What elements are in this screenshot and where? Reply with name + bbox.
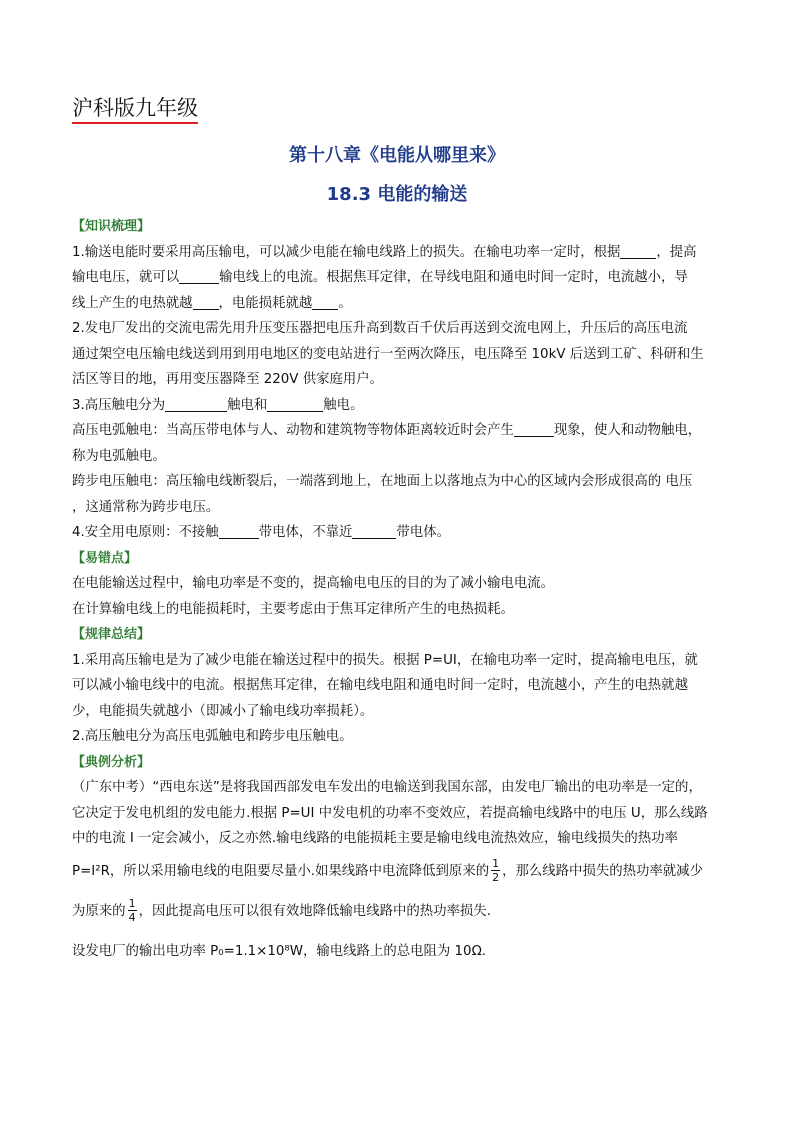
fraction-one-quarter [128, 897, 137, 924]
text: P=I²R，所以采用输电线的电阻要尽量小.如果线路中电流降低到原来的 [72, 863, 490, 879]
fill-blank [179, 268, 219, 284]
text: ，那么线路中损失的热功率就减少 [502, 863, 703, 879]
knowledge-line-6: 活区等目的地，再用变压器降至 220V 供家庭用户。 [72, 372, 384, 387]
text: 线上产生的电热就越 [72, 295, 193, 311]
error-line-2: 在计算输电线上的电能损耗时，主要考虑由于焦耳定律所产生的电热损耗。 [72, 601, 514, 617]
summary-line-1: 1.采用高压输电是为了减少电能在输送过程中的损失。根据 P=UI，在输电功率一定时，提高输电电压，就 [72, 652, 698, 668]
knowledge-line-7 [72, 393, 724, 419]
fill-blank [352, 523, 396, 539]
fraction-denominator: 4 [128, 911, 136, 924]
fraction-numerator: 1 [492, 857, 500, 870]
text: 为原来的 [72, 903, 126, 919]
text: ，提高 [656, 244, 697, 260]
text: 3.高压触电分为 [72, 397, 166, 413]
knowledge-line-12 [72, 520, 724, 546]
document-body [72, 214, 724, 972]
section-title: 18.3 电能的输送 [326, 184, 468, 205]
knowledge-line-4: 2.发电厂发出的交流电需先用升压变压器把电压升高到数百千伏后再送到交流电网上，升压后的高压电流 [72, 321, 688, 336]
example-line-4 [72, 852, 724, 892]
text: ，因此提高电压可以很有效地降低输电线路中的热功率损失. [138, 903, 491, 919]
knowledge-line-9: 称为电弧触电。 [72, 448, 166, 464]
fill-blank [267, 396, 323, 412]
text: 高压电弧触电：当高压带电体与人、动物和建筑物等物体距离较近时会产生 [72, 423, 514, 438]
text: 触电和 [227, 397, 268, 413]
fraction-numerator: 1 [128, 897, 136, 910]
knowledge-line-5: 通过架空电压输电线送到用到用电地区的变电站进行一至两次降压，电压降至 10kV 后送到工矿、科研和生 [72, 346, 704, 362]
knowledge-line-11: ，这通常称为跨步电压。 [72, 499, 220, 515]
text: 。 [338, 295, 352, 311]
summary-line-4: 2.高压触电分为高压电弧触电和跨步电压触电。 [72, 729, 353, 744]
example-line-2: 它决定于发电机组的发电能力.根据 P=UI 中发电机的功率不变效应，若提高输电线路中的电压 U，那么线路 [72, 805, 708, 821]
fill-blank [312, 294, 338, 310]
summary-line-3: 少，电能损失就越小（即减小了输电线功率损耗）。 [72, 703, 374, 719]
text: 带电体。 [396, 525, 450, 540]
section-heading-knowledge: 【知识梳理】 [72, 219, 151, 234]
example-line-6: 设发电厂的输出电功率 P₀=1.1×10⁸W，输电线路上的总电阻为 10Ω. [72, 943, 487, 959]
summary-line-2: 可以减小输电线中的电流。根据焦耳定律，在输电线电阻和通电时间一定时，电流越小，产生的电热就越 [72, 678, 688, 693]
text: ，电能损耗就越 [218, 295, 313, 311]
error-line-1: 在电能输送过程中，输电功率是不变的，提高输电电压的目的为了减小输电电流。 [72, 576, 555, 591]
grade-label: 沪科版九年级 [72, 96, 198, 124]
chapter-title: 第十八章《电能从哪里来》 [289, 145, 505, 166]
knowledge-line-8 [72, 418, 724, 444]
knowledge-line-2 [72, 265, 724, 291]
knowledge-line-3 [72, 291, 724, 317]
text: 带电体，不靠近 [258, 525, 353, 540]
fraction-one-half [491, 857, 500, 884]
fill-blank [193, 294, 219, 310]
example-line-3: 中的电流 I 一定会减小，反之亦然.输电线路的电能损耗主要是输电线电流热效应，输电线损失的热功率 [72, 831, 678, 846]
example-line-1: （广东中考）“西电东送”是将我国西部发电车发出的电输送到我国东部，由发电厂输出的电功率是一定的， [72, 780, 702, 795]
text: 现象，使人和动物触电， [553, 423, 702, 438]
text: 1.输送电能时要采用高压输电，可以减少电能在输电线路上的损失。在输电功率一定时，根据 [72, 244, 621, 260]
fill-blank [514, 421, 554, 437]
text: 输电线上的电流。根据焦耳定律，在导线电阻和通电时间一定时，电流越小，导 [219, 270, 688, 285]
text: 触电。 [323, 397, 364, 413]
text: 4.安全用电原则：不接触 [72, 525, 219, 540]
fill-blank [620, 243, 656, 259]
example-line-5 [72, 892, 724, 932]
fraction-denominator: 2 [492, 871, 500, 884]
fill-blank [219, 523, 259, 539]
fill-blank [165, 396, 227, 412]
knowledge-line-1 [72, 240, 724, 266]
section-heading-summary: 【规律总结】 [72, 627, 151, 642]
section-heading-errors: 【易错点】 [72, 550, 138, 566]
text: 输电电压，就可以 [72, 270, 180, 285]
knowledge-line-10: 跨步电压触电：高压输电线断裂后，一端落到地上，在地面上以落地点为中心的区域内会形成很高的 电压 [72, 474, 693, 489]
section-heading-example: 【典例分析】 [72, 754, 151, 770]
